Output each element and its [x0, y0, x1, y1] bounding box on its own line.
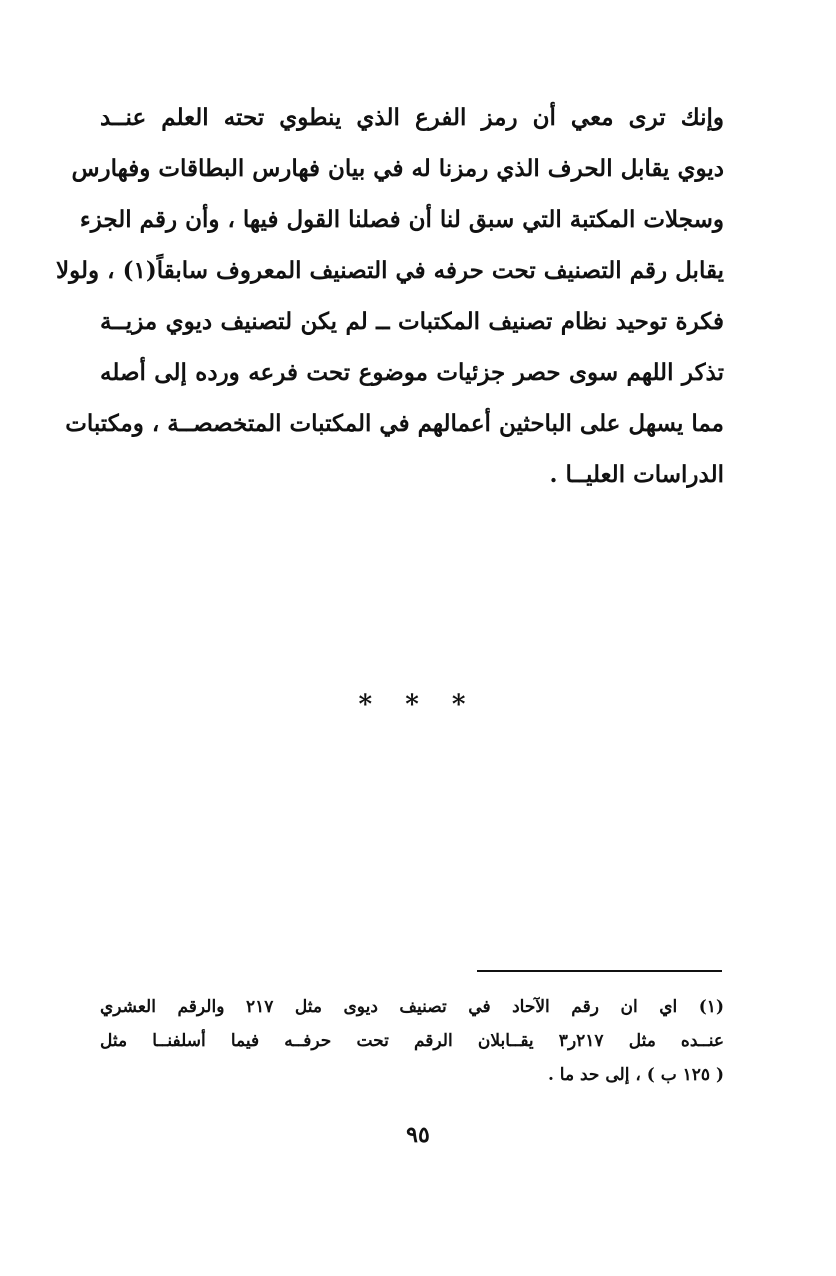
footnote	[100, 990, 724, 1092]
paragraph-line-7: مما يسهل على الباحثين أعمالهم في المكتبات المتخصصــة ، ومكتبات	[65, 410, 724, 437]
footnote-line-2: عنــده مثل ٢١٧ر٣ يقــابلان الرقم تحت حرفــه فيما أسلفنــا مثل	[100, 1031, 724, 1051]
footnote-divider	[477, 970, 722, 972]
main-paragraph	[56, 92, 724, 500]
paragraph-line-8: الدراسات العليــا .	[549, 461, 724, 488]
paragraph-line-3: وسجلات المكتبة التي سبق لنا أن فصلنا القول فيها ، وأن رقم الجزء	[79, 206, 724, 233]
footnote-line-1: (١) اي ان رقم الآحاد في تصنيف ديوى مثل ٢١٧ والرقم العشري	[100, 997, 724, 1017]
paragraph-line-5: فكرة توحيد نظام تصنيف المكتبات ــ لم يكن لتصنيف ديوي مزيــة	[100, 308, 724, 335]
paragraph-line-1: وإنك ترى معي أن رمز الفرع الذي ينطوي تحته العلم عنــد	[100, 104, 724, 131]
section-separator: * * *	[358, 690, 478, 720]
paragraph-line-4: يقابل رقم التصنيف تحت حرفه في التصنيف المعروف سابقاً(١) ، ولولا	[56, 257, 724, 284]
paragraph-line-6: تذكر اللهم سوى حصر جزئيات موضوع تحت فرعه ورده إلى أصله	[100, 359, 724, 386]
page-number: ٩٥	[406, 1122, 430, 1148]
paragraph-line-2: ديوي يقابل الحرف الذي رمزنا له في بيان فهارس البطاقات وفهارس	[71, 155, 724, 182]
footnote-line-3: ( ١٢٥ ب ) ، إلى حد ما .	[547, 1065, 724, 1085]
